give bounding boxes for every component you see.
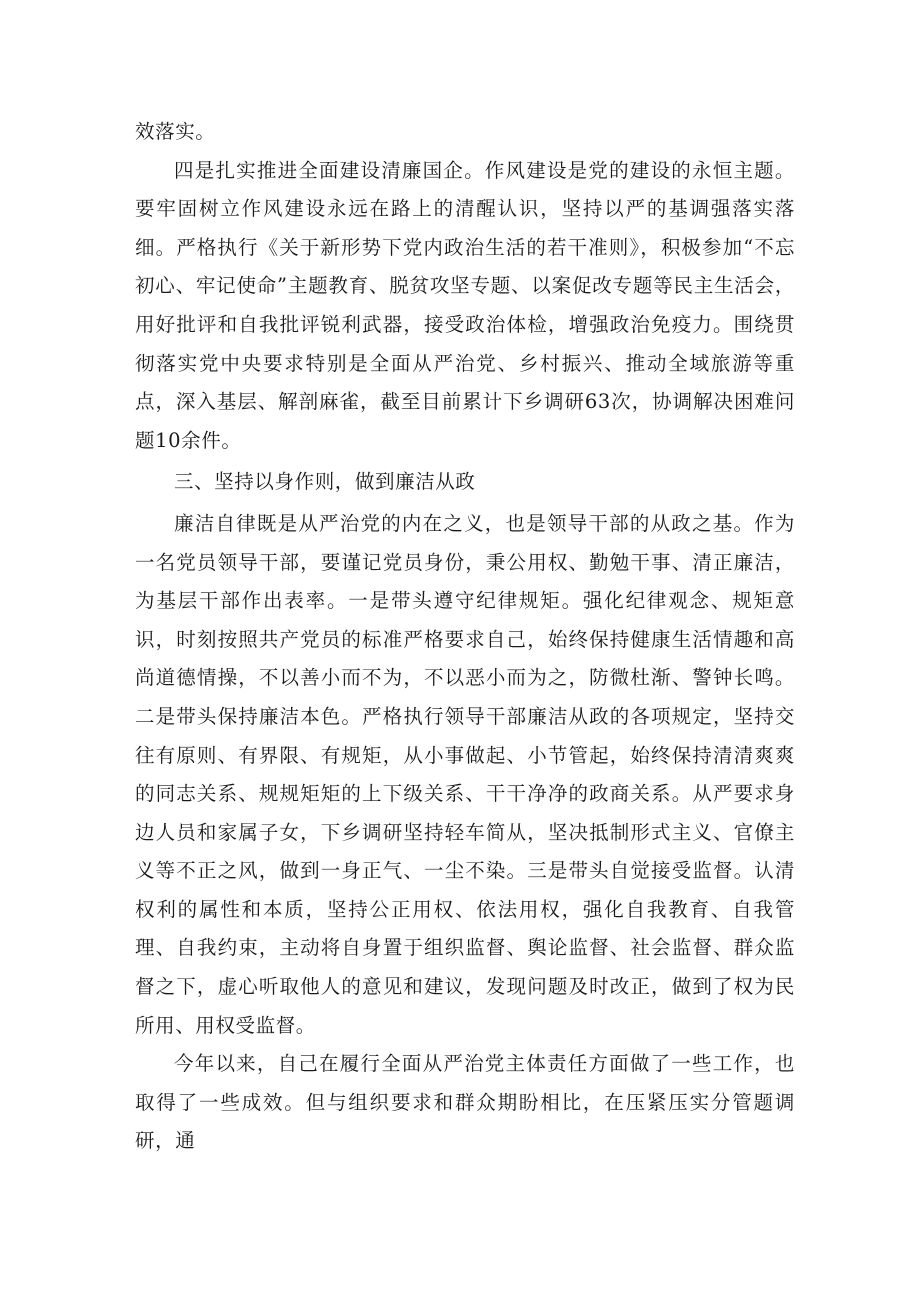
document-body xyxy=(135,113,795,1161)
section-heading: 三、坚持以身作则，做到廉洁从政 xyxy=(174,470,476,494)
paragraph-summary: 今年以来，自己在履行全面从严治党主体责任方面做了一些工作，也取得了一些成效。但与组织要求和群众期盼相比，在压紧压实分管题调研，通 xyxy=(135,1052,795,1153)
continuation-line: 效落实。 xyxy=(135,120,216,143)
paragraph-clean-enterprise: 四是扎实推进全面建设清廉国企。作风建设是党的建设的永恒主题。要牢固树立作风建设永远在路上的清醒认识，坚持以严的基调强落实落细。严格执行《关于新形势下党内政治生活的若干准则》，积极参加“不忘初心、牢记使命”主题教育、脱贫攻坚专题、以案促改专题等民主生活会，用好批评和自我批评锐利武器，接受政治体检，增强政治免疫力。围绕贯彻落实党中央要求特别是全面从严治党、乡村振兴、推动全域旅游等重点，深入基层、解剖麻雀，截至目前累计下乡调研63次，协调解决困难问题10余件。 xyxy=(135,158,795,452)
paragraph-integrity: 廉洁自律既是从严治党的内在之义，也是领导干部的从政之基。作为一名党员领导干部，要谨记党员身份，秉公用权、勤勉干事、清正廉洁，为基层干部作出表率。一是带头遵守纪律规矩。强化纪律观念、规矩意识，时刻按照共产党员的标准严格要求自己，始终保持健康生活情趣和高尚道德情操，不以善小而不为，不以恶小而为之，防微杜渐、警钟长鸣。二是带头保持廉洁本色。严格执行领导干部廉洁从政的各项规定，坚持交往有原则、有界限、有规矩，从小事做起、小节管起，始终保持清清爽爽的同志关系、规规矩矩的上下级关系、干干净净的政商关系。从严要求身边人员和家属子女，下乡调研坚持轻车简从，坚决抵制形式主义、官僚主义等不正之风，做到一身正气、一尘不染。三是带头自觉接受监督。认清权利的属性和本质，坚持公正用权、依法用权，强化自我教育、自我管理、自我约束，主动将自身置于组织监督、舆论监督、社会监督、群众监督之下，虚心听取他人的意见和建议，发现问题及时改正，做到了权为民所用、用权受监督。 xyxy=(135,511,795,1037)
